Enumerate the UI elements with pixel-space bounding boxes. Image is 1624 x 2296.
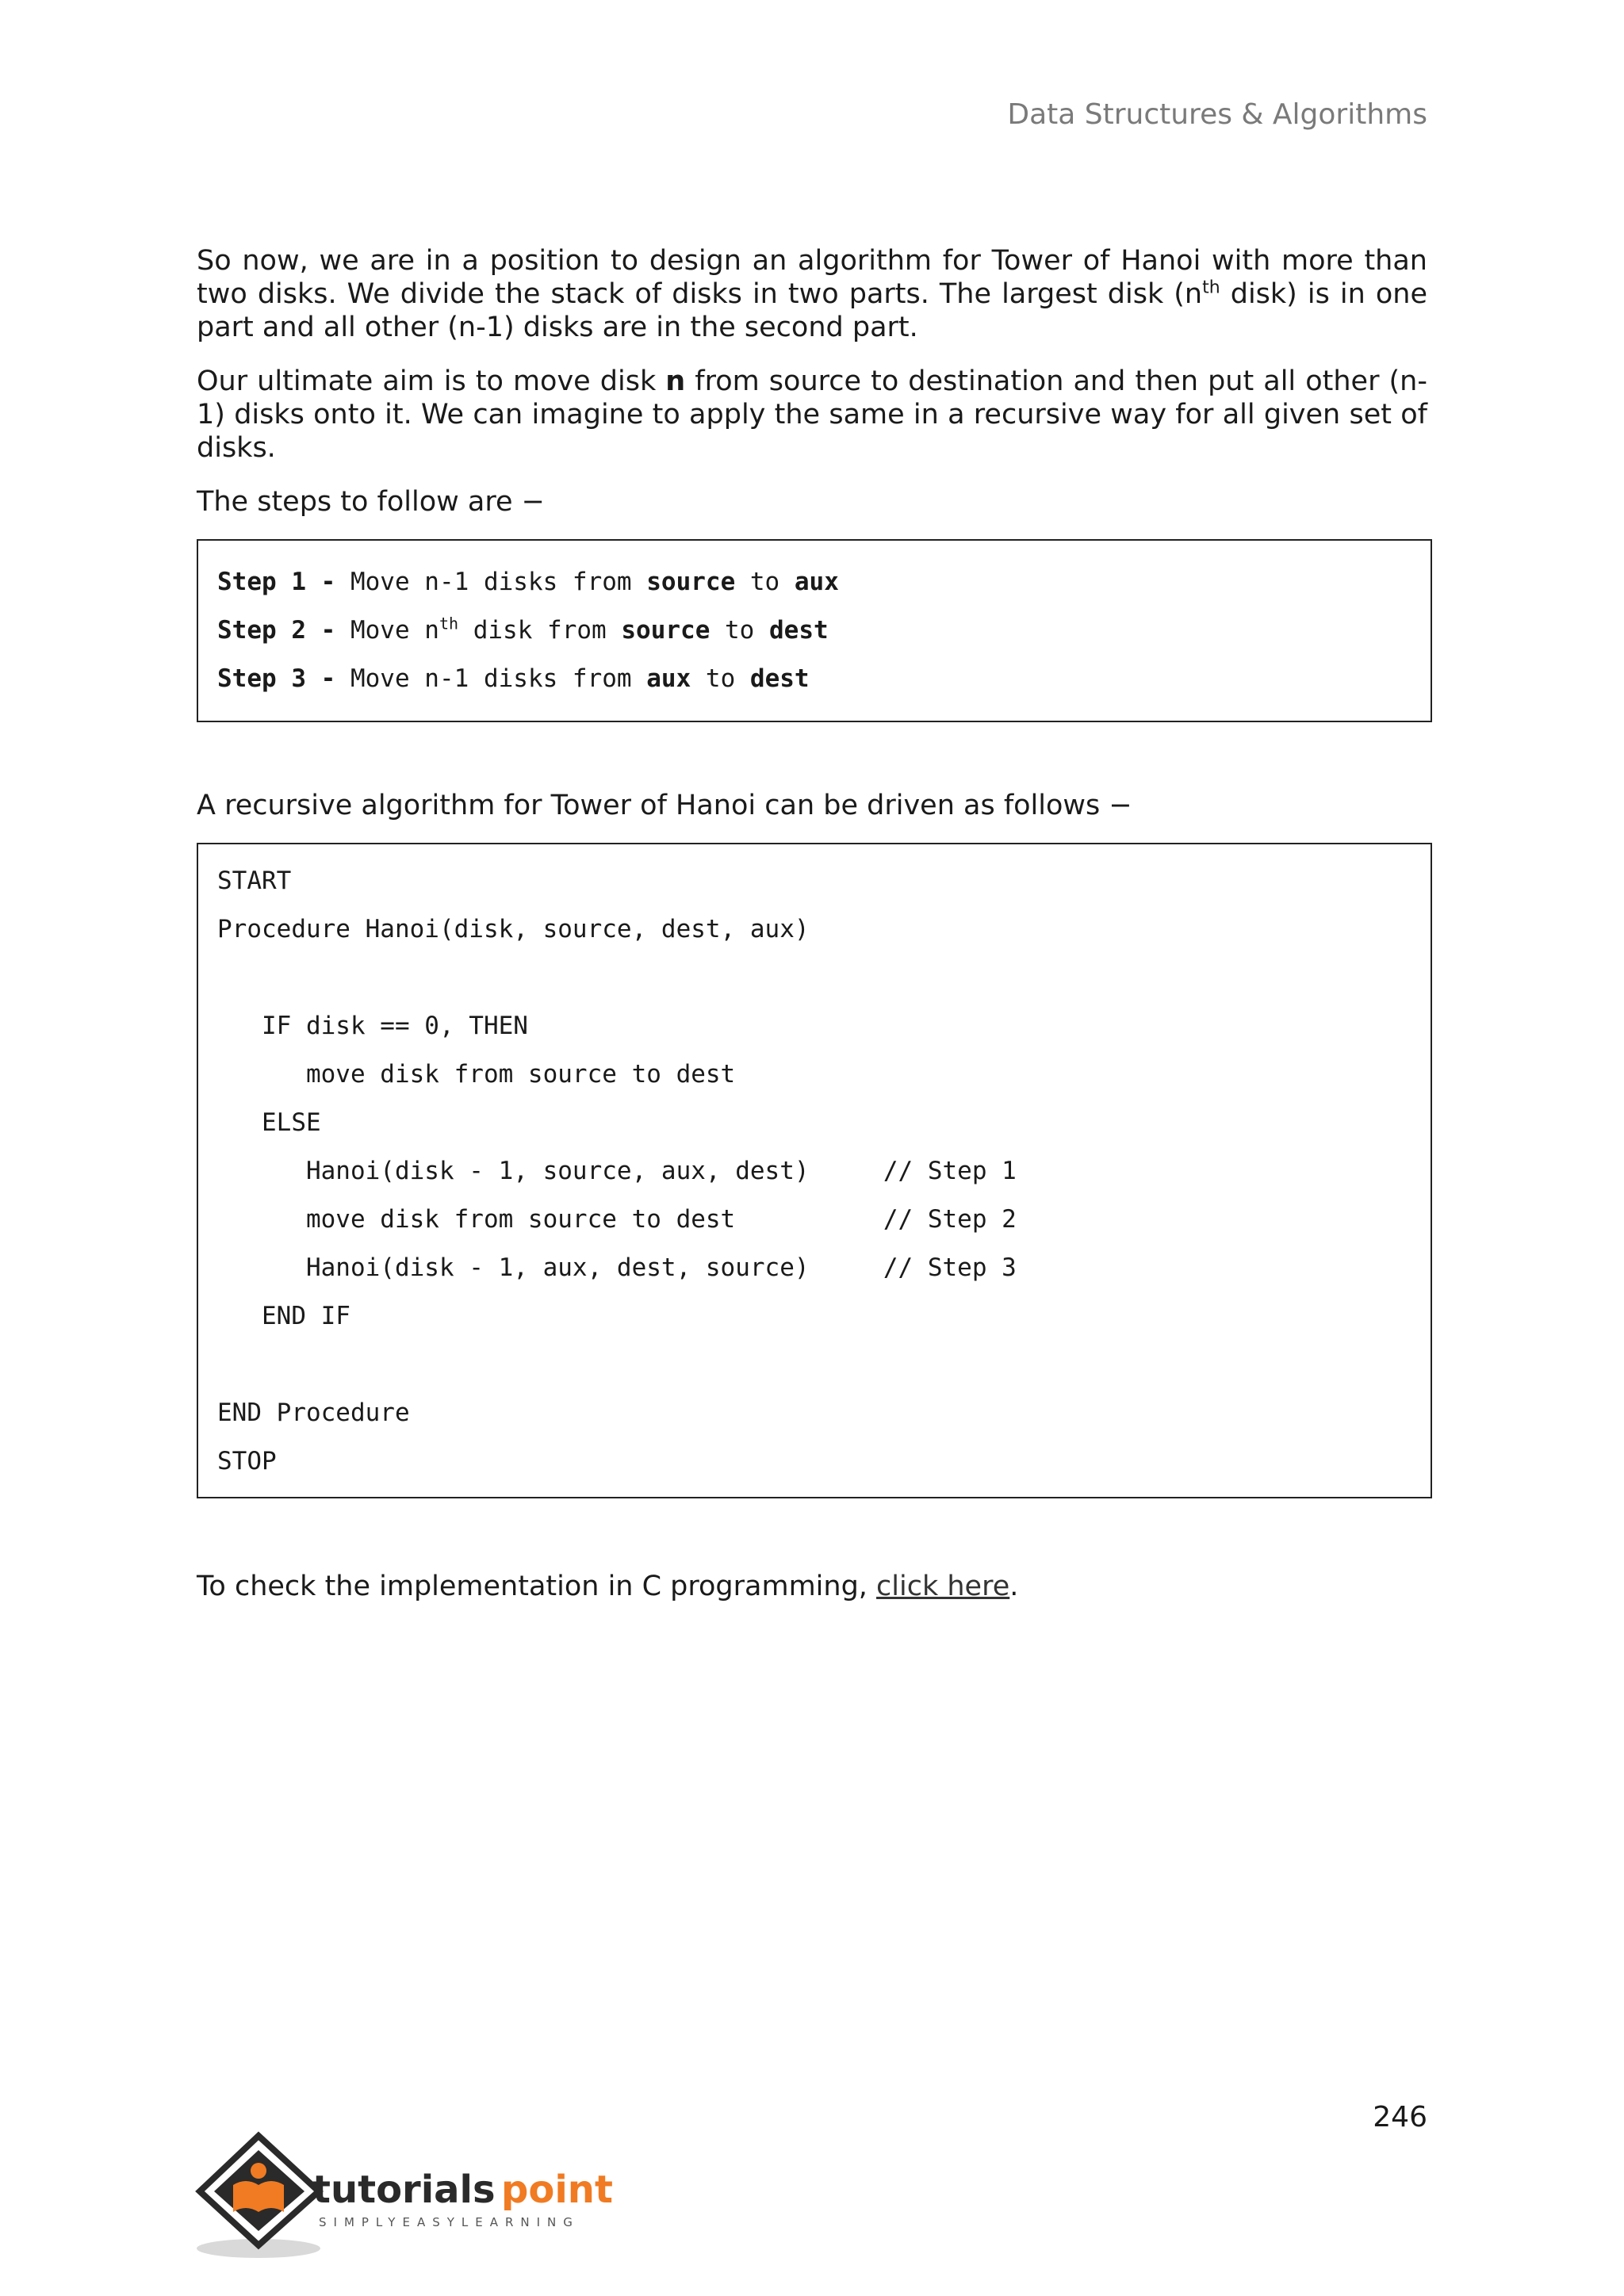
step-text: to (710, 616, 770, 645)
step-text: Move n (335, 616, 439, 645)
code-line (217, 1341, 1411, 1389)
step-term: dest (749, 664, 810, 693)
step-term: dest (769, 616, 829, 645)
code-line: END IF (217, 1302, 350, 1330)
tutorialspoint-logo (193, 2130, 638, 2264)
paragraph-steps-intro: The steps to follow are − (197, 486, 545, 518)
code-line: Hanoi(disk - 1, source, aux, dest) // Step 1 (217, 1157, 1017, 1185)
running-header: Data Structures & Algorithms (1007, 98, 1427, 131)
click-here-link[interactable]: click here (876, 1571, 1010, 1602)
step-term: aux (646, 664, 691, 693)
step-text: disk from (458, 616, 622, 645)
paragraph-implementation (197, 1570, 1427, 1603)
paragraph-aim (197, 365, 1427, 465)
page-number: 246 (1373, 2101, 1427, 2133)
logo-text-accent: point (501, 2168, 613, 2212)
step-label: Step 3 - (217, 664, 336, 693)
paragraph-text: from source to destination and then put all other (n-1) disks onto it. We can imagine to apply the same in a recursive way for all given set of disks. (197, 365, 1427, 464)
code-line: END Procedure (217, 1399, 410, 1427)
code-line: move disk from source to dest (217, 1060, 736, 1089)
logo-tagline: SIMPLYEASYLEARNING (319, 2215, 580, 2229)
logo-book-icon (233, 2181, 284, 2212)
logo-head-icon (251, 2163, 266, 2179)
paragraph-text: . (1009, 1571, 1019, 1602)
paragraph-intro (197, 244, 1427, 344)
code-line: Hanoi(disk - 1, aux, dest, source) // Step 3 (217, 1253, 1017, 1282)
paragraph-algo-intro: A recursive algorithm for Tower of Hanoi can be driven as follows − (197, 790, 1132, 821)
code-line: move disk from source to dest // Step 2 (217, 1205, 1017, 1234)
step-term: source (621, 616, 710, 645)
step-label: Step 1 - (217, 568, 336, 596)
superscript: th (439, 614, 459, 633)
code-line: Procedure Hanoi(disk, source, dest, aux) (217, 915, 810, 943)
step-line-1 (217, 558, 1411, 607)
page-content (197, 244, 1427, 1624)
code-line: STOP (217, 1447, 277, 1475)
paragraph-text: So now, we are in a position to design an algorithm for Tower of Hanoi with more than two disks. We divide the stack of disks in two parts. The largest disk (n (197, 245, 1427, 310)
code-line: START (217, 867, 292, 895)
step-text: Move n-1 disks from (335, 568, 647, 596)
steps-code-box (197, 539, 1432, 722)
step-line-2 (217, 607, 1411, 655)
code-line: ELSE (217, 1108, 321, 1137)
superscript: th (1202, 277, 1220, 298)
step-label: Step 2 - (217, 616, 336, 645)
logo-graphic (193, 2130, 638, 2264)
code-line: IF disk == 0, THEN (217, 1012, 528, 1040)
step-line-3 (217, 655, 1411, 703)
step-text: to (691, 664, 750, 693)
paragraph-text: To check the implementation in C programming, (197, 1571, 877, 1602)
logo-text-main: tutorials (312, 2168, 496, 2212)
step-term: aux (794, 568, 839, 596)
paragraph-text: disk) is in one part and all other (n-1) disks are in the second part. (197, 278, 1427, 343)
step-text: Move n-1 disks from (335, 664, 647, 693)
step-text: to (735, 568, 795, 596)
code-line (217, 954, 1411, 1002)
algorithm-code-box (197, 843, 1432, 1498)
step-term: source (646, 568, 736, 596)
paragraph-text: Our ultimate aim is to move disk (197, 365, 666, 397)
bold-term: n (665, 365, 686, 397)
